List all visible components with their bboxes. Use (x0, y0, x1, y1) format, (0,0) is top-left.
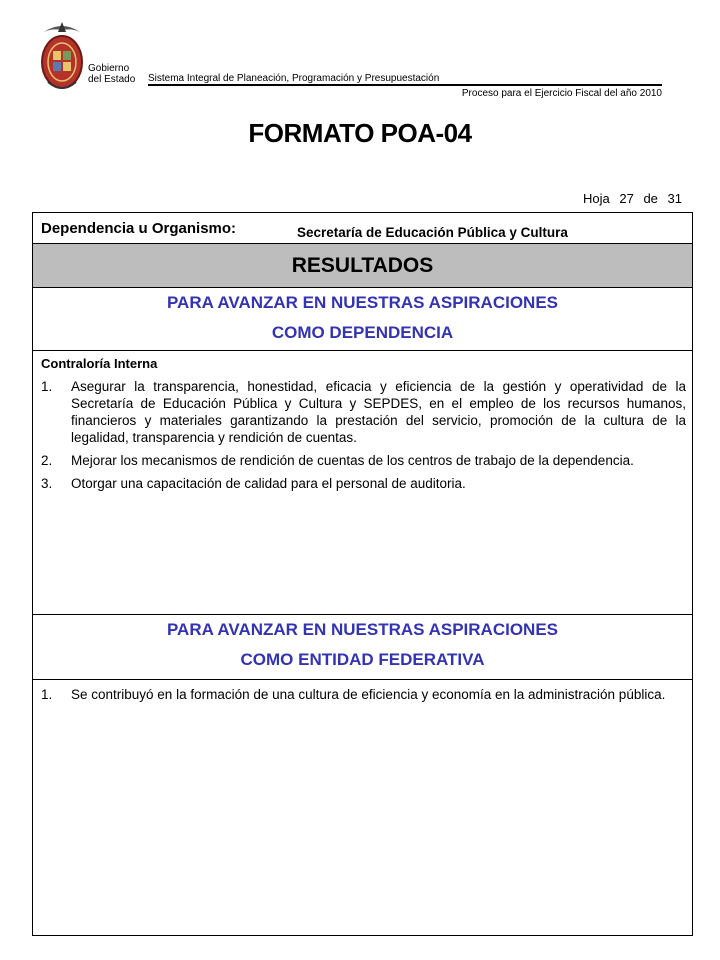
poa-form (32, 212, 693, 936)
list-item (41, 475, 686, 492)
item-text: Asegurar la transparencia, honestidad, eficacia y eficiencia de la gestión y operatividad de la Secretaría de Educación Pública y Cultura y SEPDES, en el empleo de los recursos humanos, financieros y materiales garantizando la prestación del servicio, promoción de la cultura de la legalidad, transparencia y rendición de cuentas. (71, 379, 686, 445)
list-item (41, 378, 686, 446)
del-estado-line: del Estado (88, 74, 136, 85)
system-name: Sistema Integral de Planeación, Programación y Presupuestación (148, 73, 440, 84)
hoja-current: 27 (619, 191, 634, 206)
section1-heading (33, 288, 692, 351)
item-text: Se contribuyó en la formación de una cultura de eficiencia y economía en la administración pública. (71, 687, 666, 702)
section1-body (41, 356, 686, 498)
list-item (41, 686, 686, 703)
item-number: 3. (41, 476, 53, 491)
hoja-separator: de (643, 191, 658, 206)
section2-heading-line1: PARA AVANZAR EN NUESTRAS ASPIRACIONES (166, 620, 559, 639)
hoja-label: Hoja (582, 191, 610, 206)
item-text: Mejorar los mecanismos de rendición de cuentas de los centros de trabajo de la dependencia. (71, 453, 634, 468)
item-number: 1. (41, 379, 53, 394)
page-counter (583, 191, 682, 206)
header-divider (148, 84, 662, 86)
resultados-band: RESULTADOS (33, 244, 692, 288)
dependencia-row (33, 213, 692, 244)
section2-heading-line2: COMO ENTIDAD FEDERATIVA (240, 650, 485, 669)
section2-heading (33, 614, 692, 680)
hoja-total: 31 (667, 191, 682, 206)
section1-heading-line2: COMO DEPENDENCIA (271, 323, 454, 342)
gobierno-del-estado-label (88, 63, 135, 85)
item-number: 1. (41, 687, 53, 702)
page-title: FORMATO POA-04 (248, 118, 472, 148)
gobierno-line: Gobierno (88, 63, 130, 74)
item-number: 2. (41, 453, 53, 468)
fiscal-process-label: Proceso para el Ejercicio Fiscal del año 2010 (461, 88, 662, 99)
section2-body (41, 686, 686, 709)
dependencia-label: Dependencia u Organismo: (41, 220, 237, 237)
item-text: Otorgar una capacitación de calidad para el personal de auditoria. (71, 476, 466, 491)
section1-subheading: Contraloría Interna (41, 356, 158, 371)
dependencia-value: Secretaría de Educación Pública y Cultura (297, 225, 568, 240)
state-seal-logo (38, 18, 86, 96)
list-item (41, 452, 686, 469)
section1-heading-line1: PARA AVANZAR EN NUESTRAS ASPIRACIONES (166, 293, 559, 312)
